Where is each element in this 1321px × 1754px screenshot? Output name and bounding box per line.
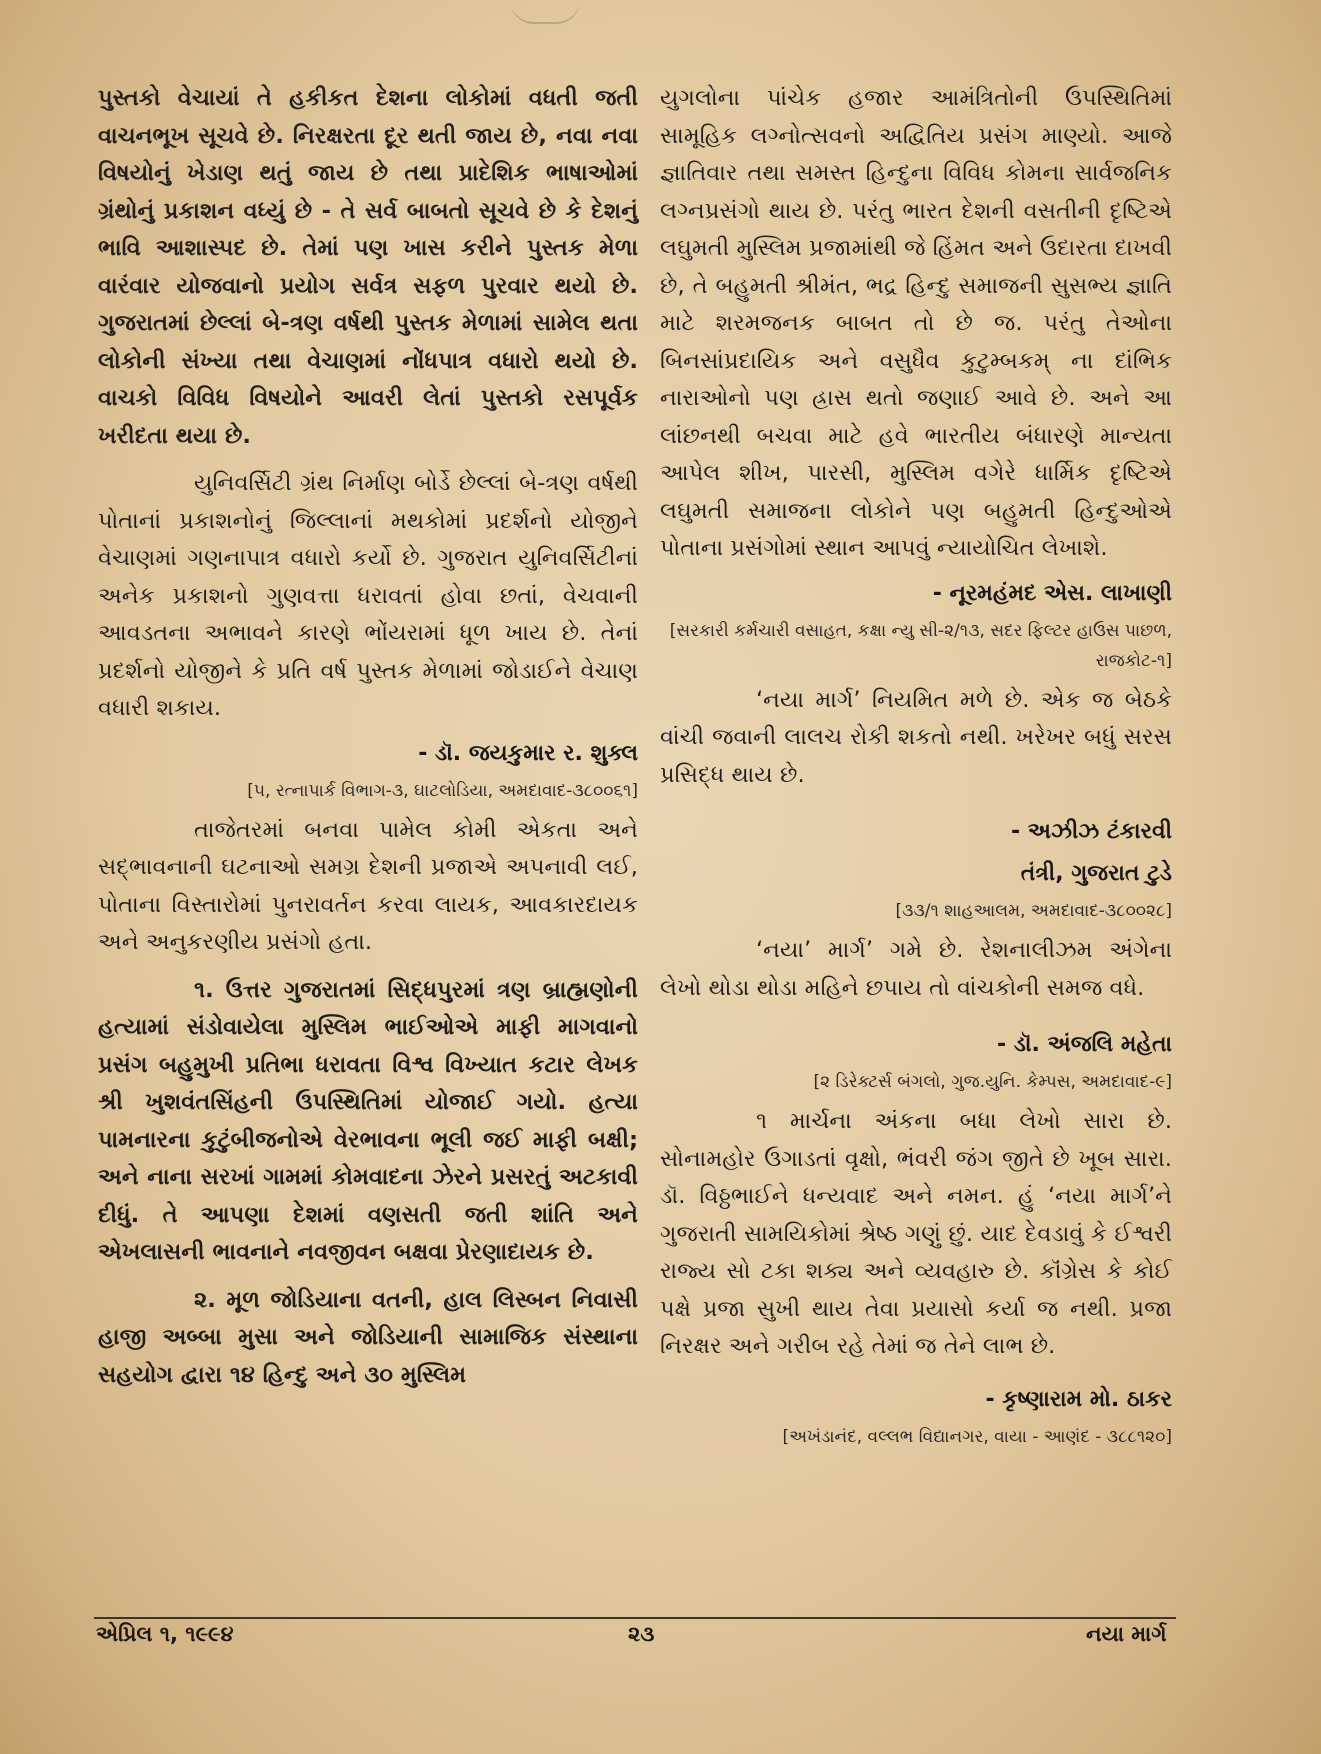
author-address: [૨ ડિરેક્ટર્સ બંગલો, ગુજ.યુનિ. કેમ્પસ, અમદાવાદ-૯] xyxy=(813,1072,1172,1092)
footer-divider xyxy=(94,1617,1176,1619)
page-number: ૨૩ xyxy=(628,1622,655,1646)
author-address: [અખંડાનંદ, વલ્લભ વિદ્યાનગર, વાયા - આણંદ - ૩૮૮૧૨૦] xyxy=(782,1426,1172,1447)
issue-date: એપ્રિલ ૧, ૧૯૯૪ xyxy=(96,1622,234,1646)
magazine-name: નયા માર્ગ xyxy=(1086,1622,1167,1646)
author-signature: - અઝીઝ ટંકારવી xyxy=(1010,819,1172,844)
author-signature: - ડૉ. જયકુમાર ર. શુક્લ xyxy=(418,740,638,766)
letter-paragraph: ‘નયા’ માર્ગ’ ગમે છે. રેશનાલીઝમ અંગેના લેખો થોડા થોડા મહિને છપાય તો વાંચકોની સમજ વધે. xyxy=(660,937,1172,1001)
author-address: [૩૩/૧ શાહઆલમ, અમદાવાદ-૩૮૦૦૨૮] xyxy=(895,901,1172,921)
letter-paragraph: તાજેતરમાં બનવા પામેલ કોમી એકતા અને સદ્‌ભાવનાની ઘટનાઓ સમગ્ર દેશની પ્રજાએ અપનાવી લઈ, પોતાના વિસ્તારોમાં પુનરાવર્તન કરવા લાયક, આવકારદાયક અને અનુકરણીય પ્રસંગો હતા. xyxy=(98,816,638,955)
author-signature: - કૃષ્ણારામ મો. ઠાકર xyxy=(985,1386,1172,1412)
letter-paragraph: ‘નયા માર્ગ’ નિયમિત મળે છે. એક જ બેઠકે વાંચી જવાની લાલચ રોકી શકતો નથી. ખરેખર બધું સરસ પ્રસિદ્ધ થાય છે. xyxy=(660,686,1172,788)
letter-paragraph: પુસ્તકો વેચાયાં તે હકીકત દેશના લોકોમાં વધતી જતી વાચનભૂખ સૂચવે છે. નિરક્ષરતા દૂર થતી જાય છે, નવા નવા વિષયોનું ખેડાણ થતું જાય છે તથા પ્રાદેશિક ભાષાઓમાં ગ્રંથોનું પ્રકાશન વધ્યું છે - તે સર્વ બાબતો સૂચવે છે કે દેશનું ભાવિ આશાસ્પદ છે. તેમાં પણ ખાસ કરીને પુસ્તક મેળા વારંવાર યોજવાનો પ્રયોગ સર્વત્ર સફળ પુરવાર થયો છે. ગુજરાતમાં છેલ્લાં બે-ત્રણ વર્ષથી પુસ્તક મેળામાં સામેલ થતા લોકોની સંખ્યા તથા વેચાણમાં નોંધપાત્ર વધારો થયો છે. વાચકો વિવિધ વિષયોને આવરી લેતાં પુસ્તકો રસપૂર્વક ખરીદતા થયા છે. xyxy=(98,85,638,449)
author-title: તંત્રી, ગુજરાત ટુડે xyxy=(1020,861,1172,886)
paper-fold-mark xyxy=(510,0,580,24)
right-column xyxy=(660,80,1172,1458)
author-address: [૫, રત્નાપાર્ક વિભાગ-૩, ઘાટલોડિયા, અમદાવાદ-૩૮૦૦૬૧] xyxy=(247,780,638,801)
left-column xyxy=(98,80,638,1394)
author-signature: - ડૉ. અંજલિ મહેતા xyxy=(997,1032,1172,1057)
author-address: [સરકારી કર્મચારી વસાહત, કક્ષા ન્યુ સી-૨/૧૩, સદર ફિલ્ટર હાઉસ પાછળ, રાજકોટ-૧] xyxy=(669,620,1172,671)
letter-paragraph: યુગલોના પાંચેક હજાર આમંત્રિતોની ઉપસ્થિતિમાં સામૂહિક લગ્નોત્સવનો અદ્વિતિય પ્રસંગ માણ્યો. આજે જ્ઞાતિવાર તથા સમસ્ત હિન્દુના વિવિધ કોમના સાર્વજનિક લગ્નપ્રસંગો થાય છે. પરંતુ ભારત દેશની વસતીની દૃષ્ટિએ લઘુમતી મુસ્લિમ પ્રજામાંથી જે હિંમત અને ઉદારતા દાખવી છે, તે બહુમતી શ્રીમંત, ભદ્ર હિન્દુ સમાજની સુસભ્ય જ્ઞાતિ માટે શરમજનક બાબત તો છે જ. પરંતુ તેઓના બિનસાંપ્રદાયિક અને વસુધૈવ કુટુમ્બકમ્ ના દાંભિક નારાઓનો પણ હ્રાસ થતો જણાઈ આવે છે. અને આ લાંછનથી બચવા માટે હવે ભારતીય બંધારણે માન્યતા આપેલ શીખ, પારસી, મુસ્લિમ વગેરે ધાર્મિક દૃષ્ટિએ લઘુમતી સમાજના લોકોને પણ બહુમતી હિન્દુઓએ પોતાના પ્રસંગોમાં સ્થાન આપવું ન્યાયોચિત લેખાશે. xyxy=(660,85,1172,561)
author-signature: - નૂરમહંમદ એસ. લાખાણી xyxy=(932,580,1172,606)
letter-paragraph: ૧ માર્ચના અંકના બધા લેખો સારા છે. સોનામહોર ઉગાડતાં વૃક્ષો, ભંવરી જંગ જીતે છે ખૂબ સારા. ડૉ. વિઠ્ઠભાઈને ધન્યવાદ અને નમન. હું ‘નયા માર્ગ’ને ગુજરાતી સામયિકોમાં શ્રેષ્ઠ ગણું છું. યાદ દેવડાવું કે ઈશ્વરી રાજ્ય સો ટકા શક્ય અને વ્યવહારુ છે. કૉંગ્રેસ કે કોઈ પક્ષે પ્રજા સુખી થાય તેવા પ્રયાસો કર્યા જ નથી. પ્રજા નિરક્ષર અને ગરીબ રહે તેમાં જ તેને લાભ છે. xyxy=(660,1108,1172,1359)
letter-paragraph: યુનિવર્સિટી ગ્રંથ નિર્માણ બોર્ડે છેલ્લાં બે-ત્રણ વર્ષથી પોતાનાં પ્રકાશનોનું જિલ્લાનાં મથકોમાં પ્રદર્શનો યોજીને વેચાણમાં ગણનાપાત્ર વધારો કર્યો છે. ગુજરાત યુનિવર્સિટીનાં અનેક પ્રકાશનો ગુણવત્તા ધરાવતાં હોવા છતાં, વેચવાની આવડતના અભાવને કારણે ભોંયરામાં ધૂળ ખાય છે. તેનાં પ્રદર્શનો યોજીને કે પ્રતિ વર્ષ પુસ્તક મેળામાં જોડાઈને વેચાણ વધારી શકાય. xyxy=(98,470,638,721)
letter-paragraph: ૧. ઉત્તર ગુજરાતમાં સિદ્ધપુરમાં ત્રણ બ્રાહ્મણોની હત્યામાં સંડોવાયેલા મુસ્લિમ ભાઈઓએ માફી માગવાનો પ્રસંગ બહુમુખી પ્રતિભા ધરાવતા વિશ્વ વિખ્યાત કટાર લેખક શ્રી ખુશવંતસિંહની ઉપસ્થિતિમાં યોજાઈ ગયો. હત્યા પામનારના કુટુંબીજનોએ વેરભાવના ભૂલી જઈ માફી બક્ષી; અને નાના સરખાં ગામમાં કોમવાદના ઝેરને પ્રસરતું અટકાવી દીધું. તે આપણા દેશમાં વણસતી જતી શાંતિ અને એખલાસની ભાવનાને નવજીવન બક્ષવા પ્રેરણાદાયક છે. xyxy=(98,976,638,1265)
letter-paragraph: ૨. મૂળ જોડિયાના વતની, હાલ લિસ્બન નિવાસી હાજી અબ્બા મુસા અને જોડિયાની સામાજિક સંસ્થાના સહયોગ દ્વારા ૧૪ હિન્દુ અને ૩૦ મુસ્લિમ xyxy=(98,1286,638,1388)
